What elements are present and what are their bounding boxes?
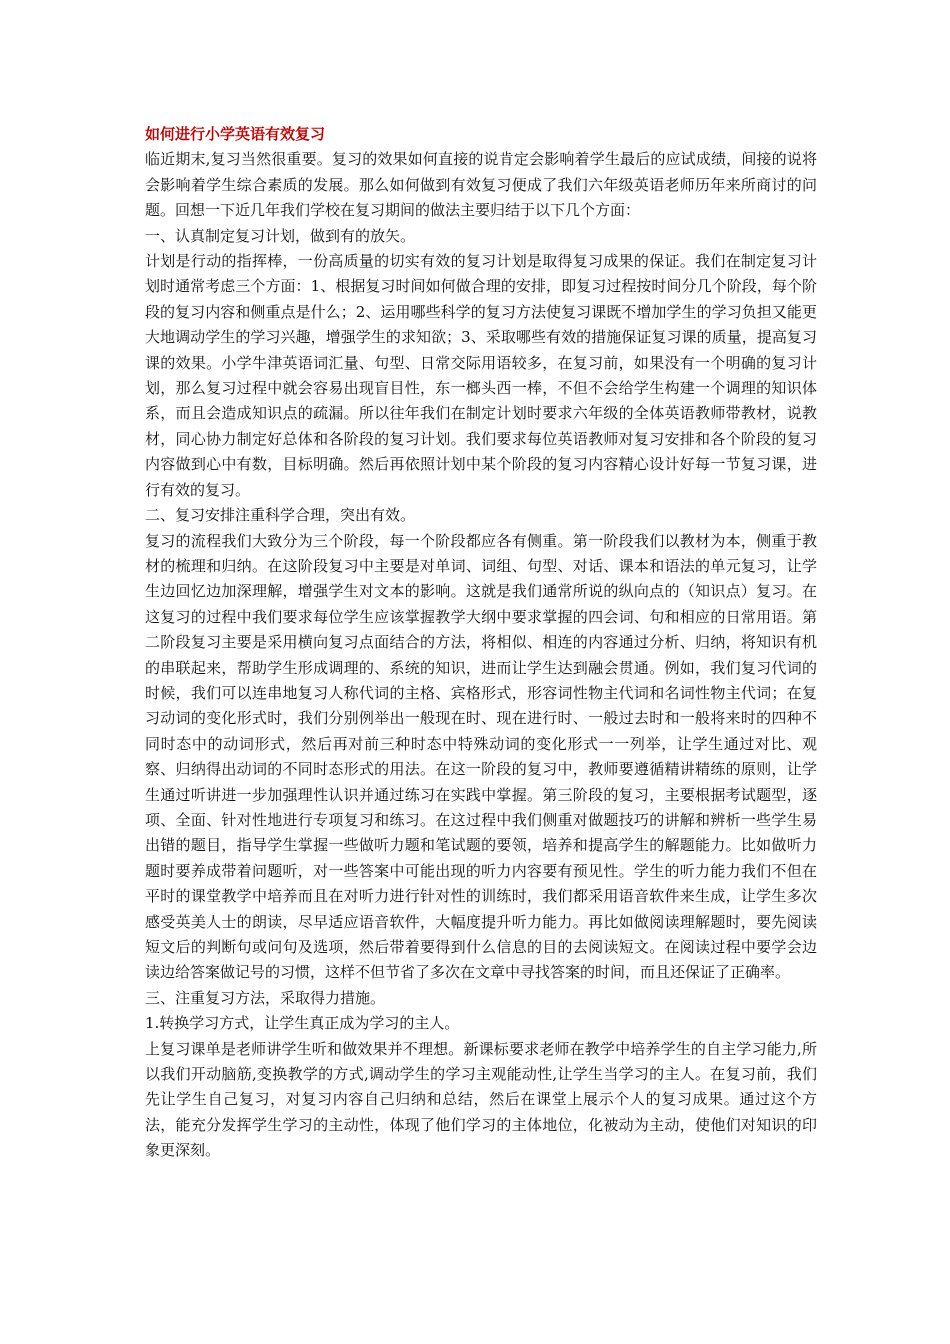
section-2-heading: 二、复习安排注重科学合理，突出有效。 (145, 506, 416, 525)
section-2-paragraph: 复习的流程我们大致分为三个阶段，每一个阶段都应各有侧重。第一阶段我们以教材为本，侧重于教材的梳理和归纳。在这阶段复习中主要是对单词、词组、句型、对话、课本和语法的单元复习，让学生边回忆边加深理解，增强学生对文本的影响。这就是我们通常所说的纵向点的（知识点）复习。在这复习的过程中我们要求每位学生应该掌握教学大纲中要求掌握的四会词、句和相应的日常用语。第二阶段复习主要是采用横向复习点面结合的方法，将相似、相连的内容通过分析、归纳，将知识有机的串联起来，帮助学生形成调理的、系统的知识，进而让学生达到融会贯通。例如，我们复习代词的时候，我们可以连串地复习人称代词的主格、宾格形式，形容词性物主代词和名词性物主代词；在复习动词的变化形式时，我们分别例举出一般现在时、现在进行时、一般过去时和一般将来时的四种不同时态中的动词形式，然后再对前三种时态中特殊动词的变化形式一一列举，让学生通过对比、观察、归纳得出动词的不同时态形式的用法。在这一阶段的复习中，教师要遵循精讲精练的原则，让学生通过听讲进一步加强理性认识并通过练习在实践中掌握。第三阶段的复习，主要根据考试题型，逐项、全面、针对性地进行专项复习和练习。在这过程中我们侧重对做题技巧的讲解和辨析一些学生易出错的题目，指导学生掌握一些做听力题和笔试题的要领，培养和提高学生的解题能力。比如做听力题时要养成带着问题听，对一些答案中可能出现的听力内容要有预见性。学生的听力能力我们不但在平时的课堂教学中培养而且在对听力进行针对性的训练时，我们都采用语音软件来生成，让学生多次感受英美人士的朗读，尽早适应语音软件，大幅度提升听力能力。再比如做阅读理解题时，要先阅读短文后的判断句或问句及选项，然后带着要得到什么信息的目的去阅读短文。在阅读过程中要学会边读边给答案做记号的习惯，这样不但节省了多次在文章中寻找答案的时间，而且还保证了正确率。 (145, 531, 817, 982)
section-3-paragraph: 上复习课单是老师讲学生听和做效果并不理想。新课标要求老师在教学中培养学生的自主学习能力,所以我们开动脑筋,变换教学的方式,调动学生的学习主观能动性,让学生当学习的主人。在复习前，我们先让学生自己复习，对复习内容自己归纳和总结，然后在课堂上展示个人的复习成果。通过这个方法，能充分发挥学生学习的主动性，体现了他们学习的主体地位，化被动为主动，使他们对知识的印象更深刻。 (145, 1039, 817, 1160)
section-1-heading: 一、认真制定复习计划，做到有的放矢。 (145, 226, 416, 245)
document-title: 如何进行小学英语有效复习 (145, 125, 326, 143)
document-page (145, 122, 817, 1164)
section-3-subheading-1: 1.转换学习方式，让学生真正成为学习的主人。 (145, 1014, 460, 1033)
section-3-heading: 三、注重复习方法，采取得力措施。 (145, 988, 386, 1007)
intro-paragraph: 临近期末,复习当然很重要。复习的效果如何直接的说肯定会影响着学生最后的应试成绩，间接的说将会影响着学生综合素质的发展。那么如何做到有效复习便成了我们六年级英语老师历年来所商讨的问题。回想一下近几年我们学校在复习期间的做法主要归结于以下几个方面： (145, 150, 817, 220)
section-1-paragraph: 计划是行动的指挥棒，一份高质量的切实有效的复习计划是取得复习成果的保证。我们在制定复习计划时通常考虑三个方面：1、根据复习时间如何做合理的安排，即复习过程按时间分几个阶段，每个阶段的复习内容和侧重点是什么；2、运用哪些科学的复习方法使复习课既不增加学生的学习负担又能更大地调动学生的学习兴趣，增强学生的求知欲；3、采取哪些有效的措施保证复习课的质量，提高复习课的效果。小学牛津英语词汇量、句型、日常交际用语较多，在复习前，如果没有一个明确的复习计划，那么复习过程中就会容易出现盲目性，东一榔头西一棒，不但不会给学生构建一个调理的知识体系，而且会造成知识点的疏漏。所以往年我们在制定计划时要求六年级的全体英语教师带教材，说教材，同心协力制定好总体和各阶段的复习计划。我们要求每位英语教师对复习安排和各个阶段的复习内容做到心中有数，目标明确。然后再依照计划中某个阶段的复习内容精心设计好每一节复习课，进行有效的复习。 (145, 252, 817, 499)
